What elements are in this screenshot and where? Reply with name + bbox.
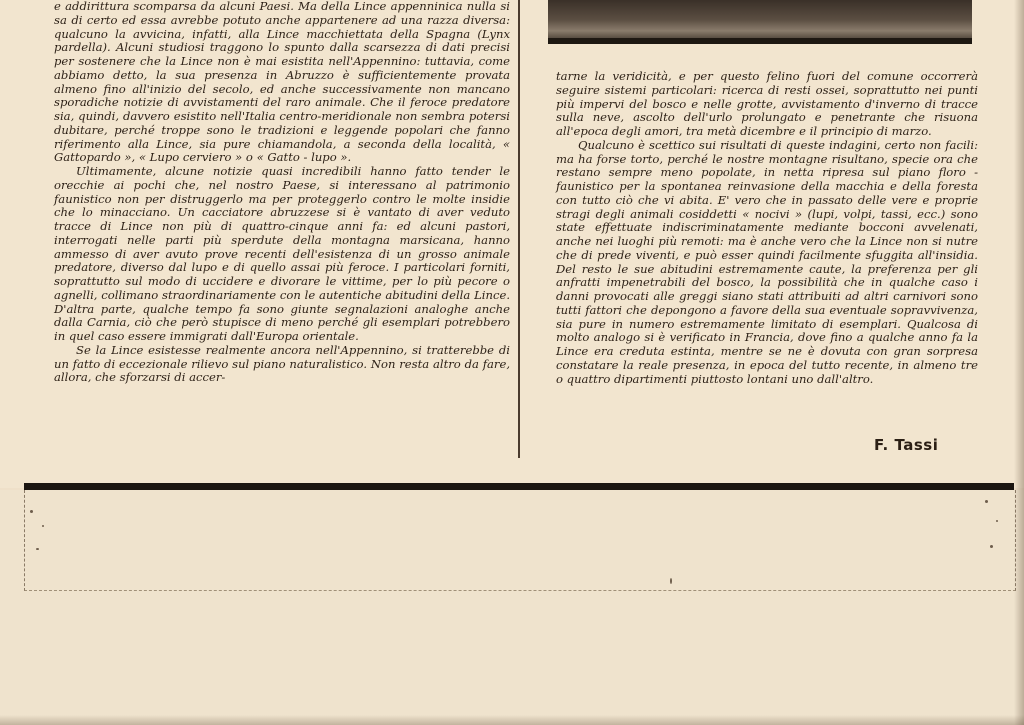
ink-speck — [42, 525, 44, 527]
right-column — [556, 70, 978, 386]
page-bottom-shadow — [0, 715, 1024, 725]
ink-speck — [670, 578, 672, 584]
photo-fragment-edge — [548, 38, 972, 44]
left-column — [54, 0, 510, 385]
left-paragraph-1: e addirittura scomparsa da alcuni Paesi. Ma della Lince appenninica nulla si sa di certo ed essa avrebbe potuto anche appartenere ad una razza diversa: qualcuno la avvicina, infatti, alla Lince macchiettata della Spagna (Lynx pardella). Alcuni studiosi traggono lo spunto dalla scarsezza di dati precisi per sostenere che la Lince non è mai esistita nell'Appennino: tuttavia, come abbiamo detto, la sua presenza in Abruzzo è sufficientemente provata almeno fino all'inizio del secolo, ed anche successivamente non mancano sporadiche notizie di avvistamenti del raro animale. Che il feroce predatore sia, quindi, davvero esistito nell'Italia centro-meridionale non sembra potersi dubitare, perché troppe sono le tradizioni e leggende popolari che fanno riferimento alla Lince, sia pure chiamandola, a seconda della località, « Gattopardo », « Lupo cerviero » o « Gatto - lupo ». — [54, 0, 510, 165]
cut-outline — [24, 490, 1016, 591]
left-paragraph-3: Se la Lince esistesse realmente ancora nell'Appennino, si tratterebbe di un fatto di eccezionale rilievo sul piano naturalistico. Non resta altro da fare, allora, che sforzarsi di accer- — [54, 342, 510, 385]
page-edge-shadow — [1014, 0, 1024, 725]
ink-speck — [36, 548, 39, 550]
section-rule — [24, 483, 1014, 490]
ink-speck — [990, 545, 993, 548]
ink-speck — [985, 500, 988, 503]
left-paragraph-2: Ultimamente, alcune notizie quasi incredibili hanno fatto tender le orecchie ai pochi che, nel nostro Paese, si interessano al patrimonio faunistico non per distruggerlo ma per proteggerlo contro le molte insidie che lo minacciano. Un cacciatore abruzzese si è vantato di aver veduto tracce di Lince non più di quattro-cinque anni fa: ed alcuni pastori, interrogati nelle parti più sperdute della montagna marsicana, hanno ammesso di aver avuto prove recenti dell'esistenza di un grosso animale predatore, diverso dal lupo e di quello assai più feroce. I particolari forniti, soprattutto sul modo di uccidere e divorare le vittime, per lo più pecore o agnelli, collimano straordinariamente con le autentiche abitudini della Lince. D'altra parte, qualche tempo fa sono giunte segnalazioni analoghe anche dalla Carnia, ciò che però stupisce di meno perché gli esemplari potrebbero in quel caso essere immigrati dall'Europa orientale. — [54, 164, 510, 343]
author-signature: F. Tassi — [874, 436, 939, 454]
ink-speck — [996, 520, 998, 522]
photo-fragment — [548, 0, 972, 44]
right-paragraph-1: tarne la veridicità, e per questo felino fuori del comune occorrerà seguire sistemi particolari: ricerca di resti ossei, soprattutto nei punti più impervi del bosco e nelle grotte, avvistamento d'inverno di tracce sulla neve, ascolto dell'urlo prolungato e penetrante che risuona all'epoca degli amori, tra metà dicembre e il principio di marzo. — [556, 69, 978, 138]
ink-speck — [30, 510, 33, 513]
column-divider — [518, 0, 520, 458]
right-paragraph-2: Qualcuno è scettico sui risultati di queste indagini, certo non facili: ma ha forse torto, perché le nostre montagne risultano, specie ora che restano sempre meno popolate, in netta ripresa sul piano floro - faunistico per la spontanea reinvasione della macchia e della foresta con tutto ciò che vi abita. E' vero che in passato delle vere e proprie stragi degli animali cosiddetti « nocivi » (lupi, volpi, tassi, ecc.) sono state effettuate indiscriminatamente mediante bocconi avvelenati, anche nei luoghi più remoti: ma è anche vero che la Lince non si nutre che di prede viventi, e può esser quindi facilmente sfuggita all'insidia. Del resto le sue abitudini estremamente caute, la preferenza per gli anfratti impenetrabili del bosco, la possibilità che in qualche caso i danni provocati alle greggi siano stati attribuiti ad altri carnivori sono tutti fattori che depongono a favore della sua eventuale sopravvivenza, sia pure in numero estremamente limitato di esemplari. Qualcosa di molto analogo si è verificato in Francia, dove fino a qualche anno fa la Lince era creduta estinta, mentre se ne è dovuta con gran sorpresa constatare la reale presenza, in epoca del tutto recente, in almeno tre o quattro dipartimenti piuttosto lontani uno dall'altro. — [556, 137, 978, 386]
